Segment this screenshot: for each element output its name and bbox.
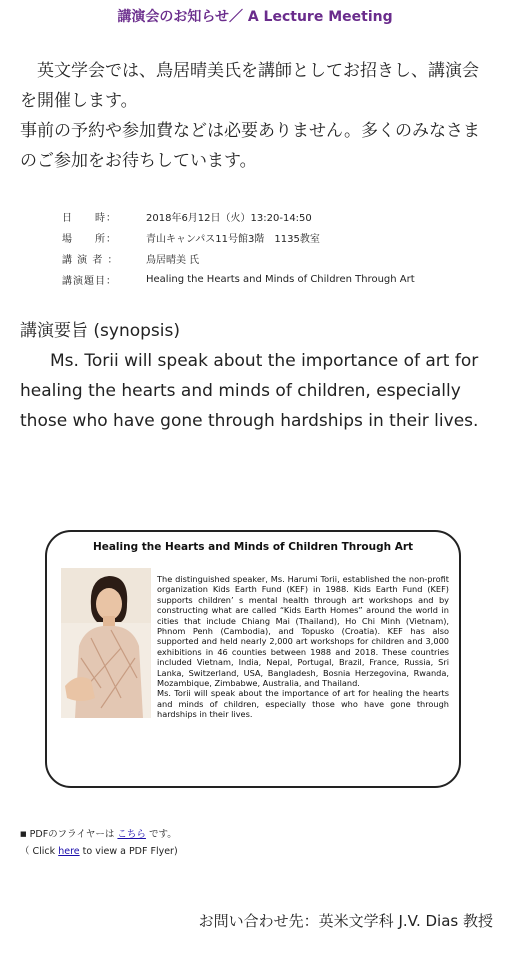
details-row-topic [62, 269, 415, 290]
venue-label: 場 所： [62, 234, 117, 245]
intro-text [20, 56, 490, 176]
speaker-label: 講 演 者 ： [62, 255, 119, 266]
flyer-jp-suffix: です。 [148, 829, 177, 840]
bullet-icon: ■ [20, 830, 27, 838]
details-row-speaker [62, 248, 415, 269]
flyer-link-en[interactable]: here [58, 846, 80, 857]
flyer-link-jp-line [20, 826, 178, 843]
synopsis-heading: 講演要旨 (synopsis) [20, 321, 180, 341]
card-title: Healing the Hearts and Minds of Children Through Art [92, 541, 414, 553]
speaker-value: 鳥居晴美 氏 [146, 255, 200, 266]
flyer-links [20, 826, 178, 860]
synopsis-text: Ms. Torii will speak about the importance of art for healing the hearts and minds of children, especially those who have gone through hardships in their lives. [20, 351, 479, 431]
date-value: 2018年6月12日（火）13:20-14:50 [146, 213, 312, 224]
flyer-link-jp[interactable]: こちら [117, 829, 146, 840]
synopsis-section [20, 316, 495, 436]
details-row-date [62, 206, 415, 227]
intro-paragraph-2: 事前の予約や参加費などは必要ありません。多くのみなさまのご参加をお待ちしています。 [20, 121, 481, 171]
page-title: 講演会のお知らせ／ A Lecture Meeting [117, 9, 393, 25]
card-body [59, 574, 449, 720]
flyer-en-suffix: to view a PDF Flyer) [82, 846, 178, 857]
flyer-en-prefix: （ Click [20, 846, 56, 857]
topic-label: 講演題目： [62, 276, 117, 287]
flyer-card [45, 530, 461, 788]
date-label: 日 時： [62, 213, 117, 224]
topic-value: Healing the Hearts and Minds of Children Through Art [146, 274, 415, 285]
details-row-venue [62, 227, 415, 248]
venue-value: 青山キャンパス11号館3階 1135教室 [146, 234, 320, 245]
speaker-bio: The distinguished speaker, Ms. Harumi Torii, established the non-profit organization Kids Earth Fund (KEF) in 1988. Kids Earth Fund (KEF) supports children’ s mental health through art workshops and by constructing what are called “Kids Earth Homes” around the world in cities that include Chiang Mai (Thailand), Ho Chi Minh (Vietnam), Phnom Penh (Cambodia), and Topusko (Croatia). KEF has also supported and held nearly 2,000 art workshops for children and 3,000 exhibitions in 46 counties between 1988 and 2018. These countries included Vietnam, India, Nepal, Portugal, Brazil, France, Russia, Sri Lanka, Switzerland, USA, Bangladesh, Bosnia Herzegovina, Rwanda, Mozambique, Zimbabwe, Australia, and Thailand. [157, 574, 449, 689]
flyer-jp-prefix: PDFのフライヤーは [29, 829, 115, 840]
card-closing: Ms. Torii will speak about the importance of art for healing the hearts and minds of children, especially those who have gone through hardships in their lives. [157, 688, 449, 720]
intro-paragraph-1: 英文学会では、鳥居晴美氏を講師としてお招きし、講演会を開催します。 [20, 61, 479, 111]
contact-info: お問い合わせ先：英米文学科 J.V. Dias 教授 [198, 912, 493, 930]
event-details [62, 206, 415, 290]
flyer-link-en-line [20, 843, 178, 860]
